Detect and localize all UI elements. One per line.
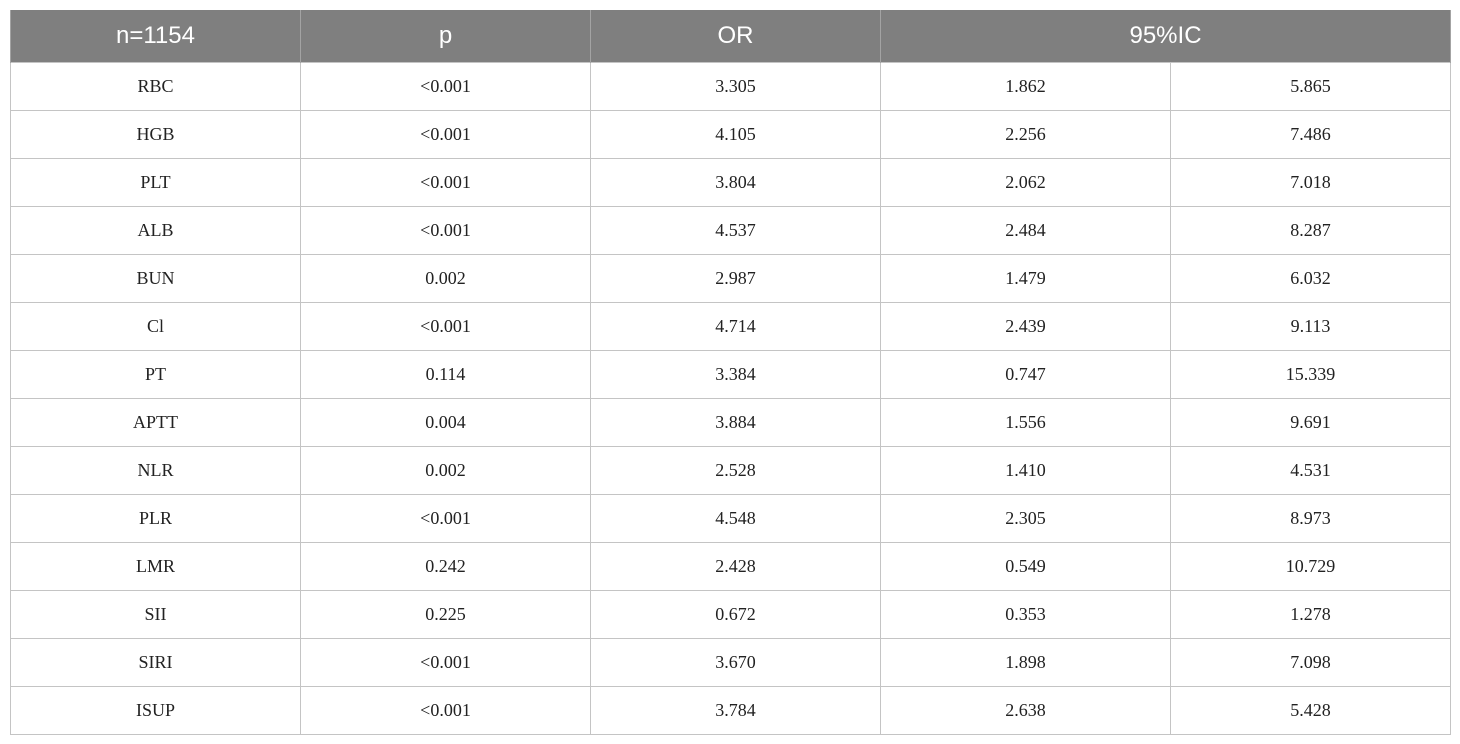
table-row [11,687,1451,735]
table-body [11,63,1451,735]
cell-or: 4.537 [591,207,881,255]
cell-ci-upper: 7.018 [1171,159,1451,207]
cell-variable: PT [11,351,301,399]
cell-ci-lower: 2.062 [881,159,1171,207]
table-row [11,111,1451,159]
cell-variable: NLR [11,447,301,495]
cell-p-value: <0.001 [301,639,591,687]
cell-p-value: <0.001 [301,159,591,207]
table-header [11,10,1451,63]
table-row [11,639,1451,687]
table-container [10,10,1450,735]
cell-ci-lower: 1.862 [881,63,1171,111]
header-odds-ratio: OR [591,10,881,63]
cell-or: 2.987 [591,255,881,303]
cell-or: 4.714 [591,303,881,351]
cell-variable: PLT [11,159,301,207]
cell-ci-lower: 0.353 [881,591,1171,639]
cell-ci-lower: 2.305 [881,495,1171,543]
table-row [11,543,1451,591]
cell-variable: RBC [11,63,301,111]
cell-ci-upper: 5.428 [1171,687,1451,735]
cell-or: 3.784 [591,687,881,735]
cell-or: 3.804 [591,159,881,207]
cell-ci-lower: 2.484 [881,207,1171,255]
table-row [11,591,1451,639]
cell-ci-lower: 1.898 [881,639,1171,687]
cell-p-value: 0.242 [301,543,591,591]
cell-ci-upper: 6.032 [1171,255,1451,303]
cell-variable: ISUP [11,687,301,735]
cell-ci-lower: 2.256 [881,111,1171,159]
cell-p-value: <0.001 [301,495,591,543]
cell-ci-upper: 9.691 [1171,399,1451,447]
cell-p-value: <0.001 [301,63,591,111]
cell-or: 0.672 [591,591,881,639]
cell-ci-lower: 0.747 [881,351,1171,399]
cell-or: 3.884 [591,399,881,447]
cell-variable: Cl [11,303,301,351]
cell-ci-upper: 1.278 [1171,591,1451,639]
table-row [11,255,1451,303]
cell-ci-upper: 4.531 [1171,447,1451,495]
cell-or: 3.305 [591,63,881,111]
cell-ci-upper: 10.729 [1171,543,1451,591]
cell-ci-upper: 8.287 [1171,207,1451,255]
cell-p-value: 0.002 [301,447,591,495]
cell-p-value: 0.002 [301,255,591,303]
cell-variable: HGB [11,111,301,159]
cell-ci-lower: 2.638 [881,687,1171,735]
table-row [11,207,1451,255]
cell-p-value: 0.004 [301,399,591,447]
cell-ci-lower: 2.439 [881,303,1171,351]
cell-ci-upper: 15.339 [1171,351,1451,399]
cell-or: 4.105 [591,111,881,159]
cell-ci-upper: 5.865 [1171,63,1451,111]
cell-p-value: <0.001 [301,111,591,159]
cell-ci-lower: 1.479 [881,255,1171,303]
cell-variable: SIRI [11,639,301,687]
cell-or: 2.428 [591,543,881,591]
cell-ci-upper: 9.113 [1171,303,1451,351]
cell-p-value: <0.001 [301,303,591,351]
cell-ci-upper: 7.486 [1171,111,1451,159]
cell-or: 3.670 [591,639,881,687]
table-row [11,63,1451,111]
cell-p-value: <0.001 [301,687,591,735]
cell-ci-lower: 1.556 [881,399,1171,447]
cell-variable: SII [11,591,301,639]
cell-p-value: 0.114 [301,351,591,399]
cell-variable: PLR [11,495,301,543]
cell-ci-upper: 7.098 [1171,639,1451,687]
table-row [11,399,1451,447]
cell-variable: BUN [11,255,301,303]
header-sample-size: n=1154 [11,10,301,63]
cell-variable: APTT [11,399,301,447]
cell-variable: LMR [11,543,301,591]
cell-p-value: <0.001 [301,207,591,255]
cell-ci-lower: 1.410 [881,447,1171,495]
cell-p-value: 0.225 [301,591,591,639]
results-table [10,10,1451,735]
table-row [11,303,1451,351]
cell-variable: ALB [11,207,301,255]
table-row [11,159,1451,207]
table-row [11,351,1451,399]
cell-or: 2.528 [591,447,881,495]
header-confidence-interval: 95%IC [881,10,1451,63]
header-row [11,10,1451,63]
cell-or: 4.548 [591,495,881,543]
cell-ci-lower: 0.549 [881,543,1171,591]
table-row [11,495,1451,543]
cell-ci-upper: 8.973 [1171,495,1451,543]
table-row [11,447,1451,495]
cell-or: 3.384 [591,351,881,399]
header-p-value: p [301,10,591,63]
